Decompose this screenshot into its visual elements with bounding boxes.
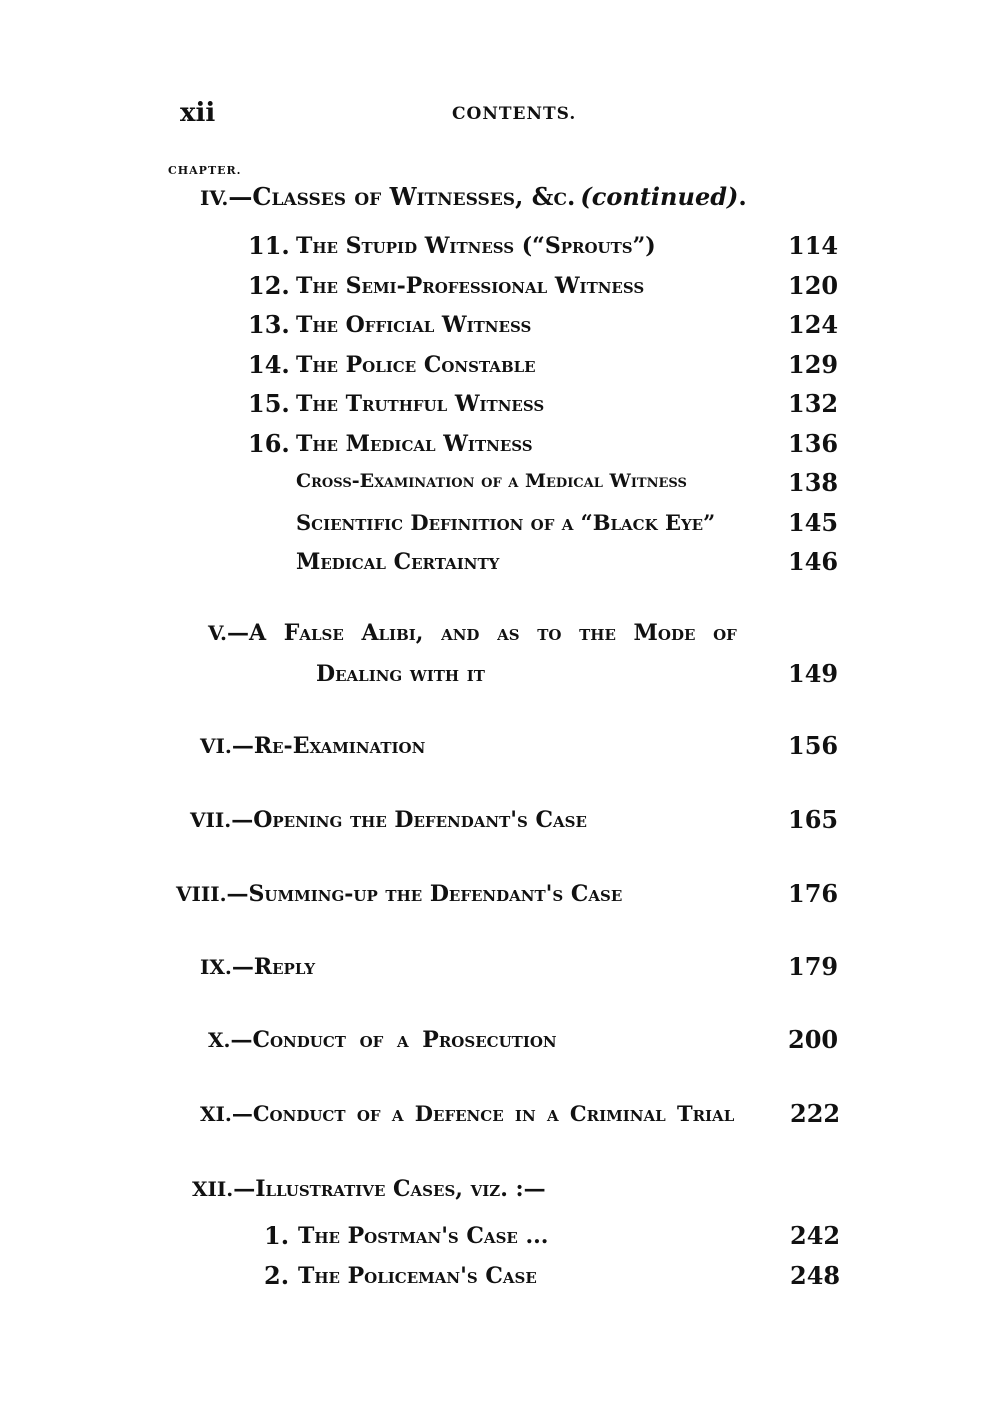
entry-title: The Truthful Witness [296,391,545,417]
subentry-title: Medical Certainty [296,549,500,575]
chapter-title: —Reply [231,954,316,980]
subentry-title: Cross-Examination of a Medical Witness [296,470,687,492]
entry-page: 129 [788,350,839,379]
subentry-page: 138 [788,468,839,497]
entry-page: 114 [788,231,839,260]
entry-title: The Semi-Professional Witness [296,273,645,299]
entry-number: 11. [248,231,290,260]
chapter-vi [200,733,425,759]
entry-number: 12. [248,271,290,300]
chapter-numeral: X. [208,1028,231,1052]
entry-number: 13. [248,310,290,339]
chapter-title: —Illustrative Cases, viz. :— [233,1176,546,1202]
chapter-title: —Conduct of a Prosecution [230,1027,557,1053]
chapter-column-label: CHAPTER. [168,164,242,177]
chapter-title: —Classes of Witnesses, &c. [228,182,576,211]
entry-page: 124 [788,310,839,339]
entry-page: 248 [790,1261,841,1290]
chapter-numeral: IV. [200,186,229,210]
entry-title: The Stupid Witness (“Sprouts”) [296,233,656,259]
entry-number: 14. [248,350,290,379]
entry-number: 15. [248,389,290,418]
entry-number: 16. [248,429,290,458]
entry-title: The Police Constable [296,352,536,378]
chapter-page: 200 [788,1025,839,1054]
page-number: xii [180,98,216,128]
entry-number: 1. [264,1221,290,1250]
chapter-title-close: . [738,182,747,211]
chapter-ix [200,954,315,980]
entry-title: The Postman's Case ... [298,1223,549,1249]
chapter-numeral: V. [208,621,227,645]
chapter-vii [190,807,587,833]
chapter-page: 156 [788,731,839,760]
subentry-page: 145 [788,508,839,537]
entry-title: The Policeman's Case [298,1263,537,1289]
chapter-x [208,1027,557,1053]
toc-entry [248,231,290,260]
chapter-xi [200,1101,734,1126]
chapter-numeral: VII. [190,808,232,832]
chapter-iv-heading [200,182,747,211]
entry-number: 2. [264,1261,290,1290]
entry-page: 136 [788,429,839,458]
chapter-title: —Conduct of a Defence in a Criminal Trial [231,1101,735,1126]
chapter-numeral: IX. [200,955,232,979]
chapter-note: (continued) [580,182,739,211]
chapter-numeral: VI. [200,734,232,758]
chapter-page: 165 [788,805,839,834]
chapter-title-continued: Dealing with it [316,661,485,687]
chapter-numeral: XI. [200,1102,232,1126]
entry-page: 242 [790,1221,841,1250]
chapter-title: —A False Alibi, and as to the Mode of [226,620,737,646]
subentry-page: 146 [788,547,839,576]
chapter-numeral: XII. [192,1177,234,1201]
chapter-page: 222 [790,1099,841,1128]
entry-title: The Medical Witness [296,431,533,457]
chapter-page: 149 [788,659,839,688]
chapter-v-heading [208,620,737,646]
entry-page: 132 [788,389,839,418]
entry-title: The Official Witness [296,312,532,338]
chapter-page: 176 [788,879,839,908]
entry-page: 120 [788,271,839,300]
chapter-viii [176,881,622,907]
chapter-title: —Summing-up the Defendant's Case [226,881,623,907]
chapter-xii-heading [192,1176,546,1202]
subentry-title: Scientific Definition of a “Black Eye” [296,510,716,535]
chapter-title: —Re-Examination [231,733,426,759]
chapter-title: —Opening the Defendant's Case [231,807,587,833]
chapter-numeral: VIII. [176,882,227,906]
page-title: CONTENTS. [452,104,577,124]
chapter-page: 179 [788,952,839,981]
